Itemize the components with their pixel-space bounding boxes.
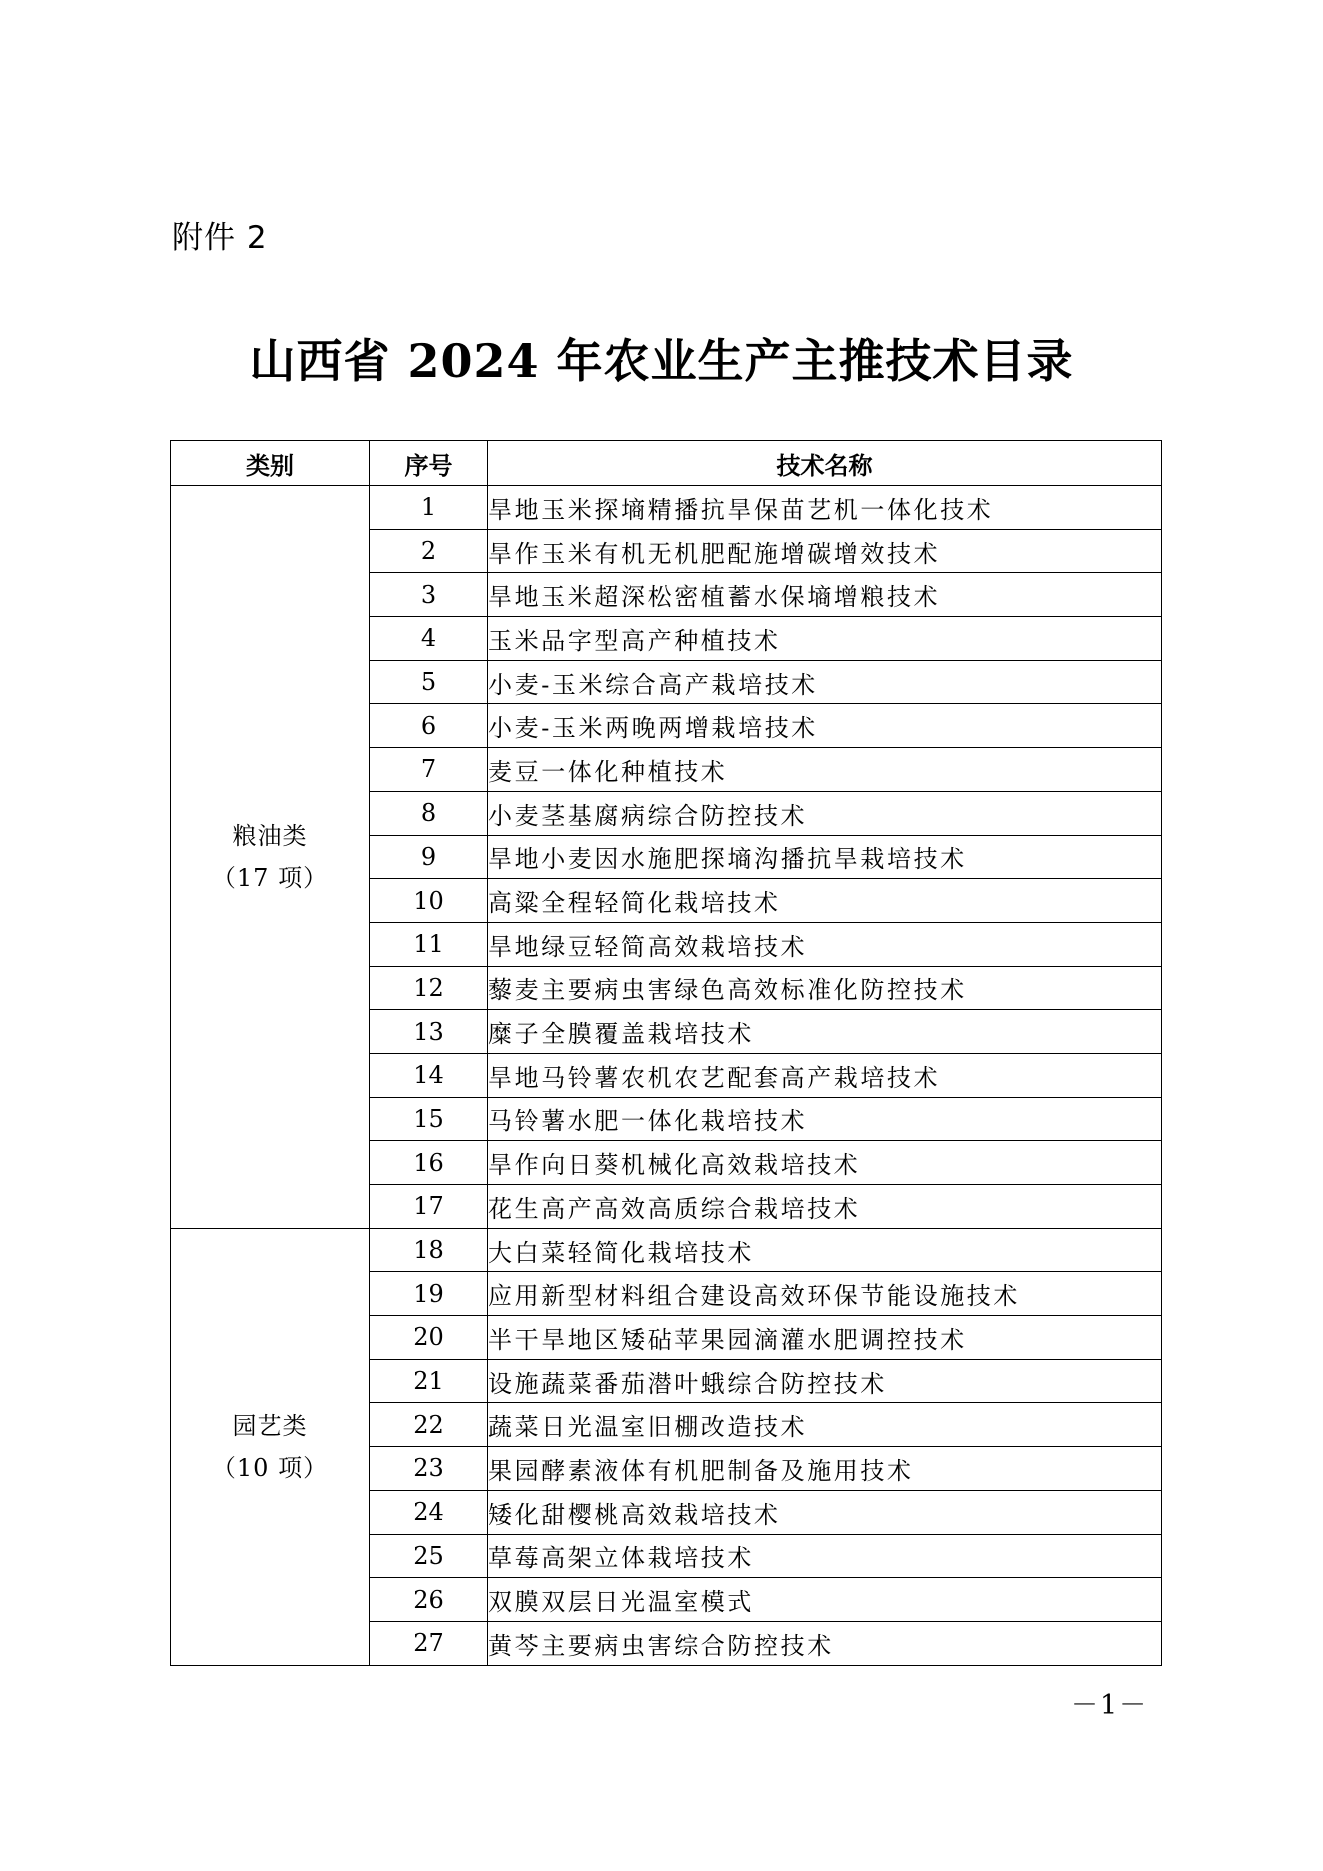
row-number: 20 [370,1316,488,1360]
row-number: 4 [370,617,488,661]
row-number: 24 [370,1490,488,1534]
row-number: 23 [370,1447,488,1491]
technology-name: 应用新型材料组合建设高效环保节能设施技术 [488,1272,1162,1316]
page-number: －1－ [1071,1690,1149,1721]
technology-name: 旱地玉米探墒精播抗旱保苗艺机一体化技术 [488,486,1162,530]
category-name: 园艺类 [232,1411,308,1440]
technology-name: 马铃薯水肥一体化栽培技术 [488,1097,1162,1141]
technology-name: 矮化甜樱桃高效栽培技术 [488,1490,1162,1534]
technology-name: 麦豆一体化种植技术 [488,748,1162,792]
technology-catalog-table [170,440,1162,1666]
row-number: 26 [370,1578,488,1622]
row-number: 7 [370,748,488,792]
row-number: 11 [370,922,488,966]
technology-name: 旱地小麦因水施肥探墒沟播抗旱栽培技术 [488,835,1162,879]
category-count: （10 项） [211,1453,329,1482]
technology-name: 小麦-玉米两晚两增栽培技术 [488,704,1162,748]
attachment-label: 附件 2 [172,220,268,256]
row-number: 8 [370,791,488,835]
column-header-technology-name: 技术名称 [488,441,1162,486]
row-number: 5 [370,660,488,704]
technology-name: 高粱全程轻简化栽培技术 [488,879,1162,923]
category-count: （17 项） [211,863,329,892]
row-number: 6 [370,704,488,748]
row-number: 19 [370,1272,488,1316]
table-body [171,486,1162,1666]
technology-name: 蔬菜日光温室旧棚改造技术 [488,1403,1162,1447]
technology-name: 小麦茎基腐病综合防控技术 [488,791,1162,835]
category-cell [171,486,370,1229]
technology-name: 糜子全膜覆盖栽培技术 [488,1010,1162,1054]
row-number: 2 [370,529,488,573]
technology-name: 花生高产高效高质综合栽培技术 [488,1185,1162,1229]
row-number: 10 [370,879,488,923]
row-number: 3 [370,573,488,617]
row-number: 22 [370,1403,488,1447]
column-header-category: 类别 [171,441,370,486]
row-number: 13 [370,1010,488,1054]
row-number: 27 [370,1621,488,1665]
technology-name: 藜麦主要病虫害绿色高效标准化防控技术 [488,966,1162,1010]
row-number: 17 [370,1185,488,1229]
row-number: 14 [370,1053,488,1097]
table-header-row [171,441,1162,486]
technology-name: 旱地绿豆轻简高效栽培技术 [488,922,1162,966]
technology-name: 设施蔬菜番茄潜叶蛾综合防控技术 [488,1359,1162,1403]
technology-name: 双膜双层日光温室模式 [488,1578,1162,1622]
row-number: 16 [370,1141,488,1185]
technology-name: 黄芩主要病虫害综合防控技术 [488,1621,1162,1665]
technology-name: 果园酵素液体有机肥制备及施用技术 [488,1447,1162,1491]
row-number: 9 [370,835,488,879]
technology-name: 玉米品字型高产种植技术 [488,617,1162,661]
technology-name: 旱地玉米超深松密植蓄水保墒增粮技术 [488,573,1162,617]
technology-name: 半干旱地区矮砧苹果园滴灌水肥调控技术 [488,1316,1162,1360]
technology-name: 旱作玉米有机无机肥配施增碳增效技术 [488,529,1162,573]
technology-name: 旱作向日葵机械化高效栽培技术 [488,1141,1162,1185]
technology-name: 大白菜轻简化栽培技术 [488,1228,1162,1272]
row-number: 12 [370,966,488,1010]
table-row [171,1228,1162,1272]
row-number: 21 [370,1359,488,1403]
category-name: 粮油类 [232,821,308,850]
row-number: 15 [370,1097,488,1141]
technology-name: 小麦-玉米综合高产栽培技术 [488,660,1162,704]
technology-name: 草莓高架立体栽培技术 [488,1534,1162,1578]
document-title: 山西省 2024 年农业生产主推技术目录 [249,334,1074,388]
table-row [171,486,1162,530]
technology-name: 旱地马铃薯农机农艺配套高产栽培技术 [488,1053,1162,1097]
row-number: 18 [370,1228,488,1272]
column-header-number: 序号 [370,441,488,486]
category-cell [171,1228,370,1665]
row-number: 25 [370,1534,488,1578]
row-number: 1 [370,486,488,530]
